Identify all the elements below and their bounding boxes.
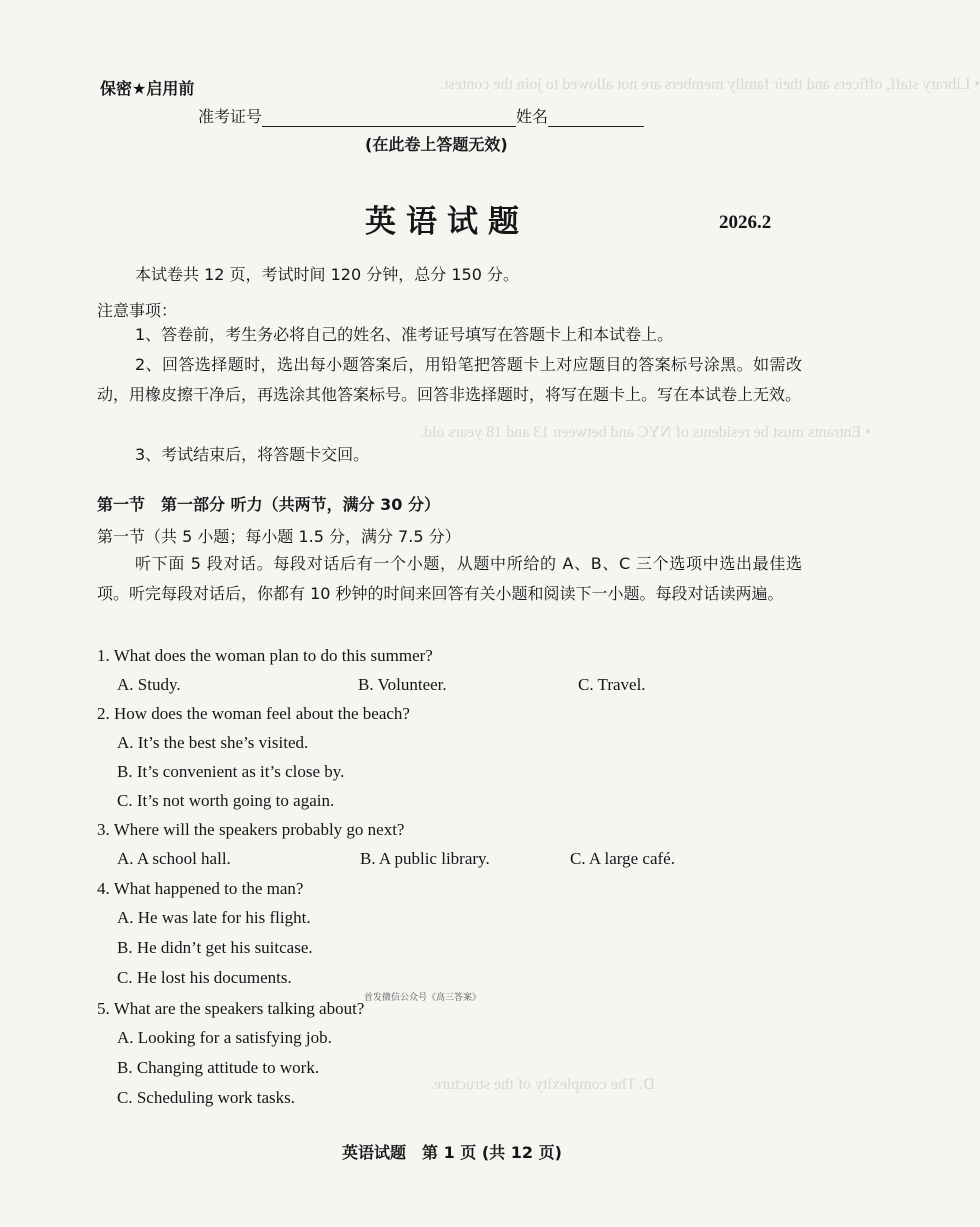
candidate-info-line	[198, 104, 644, 127]
option-b: B. A public library.	[360, 849, 490, 868]
exam-title: 英语试题	[365, 204, 529, 240]
exam-date: 2026.2	[719, 212, 772, 233]
section-heading: 第一节（共 5 小题；每小题 1.5 分，满分 7.5 分）	[97, 527, 461, 546]
option-b: B. It’s convenient as it’s close by.	[117, 762, 345, 781]
name-label: 姓名	[516, 107, 549, 126]
section-instructions: 听下面 5 段对话。每段对话后有一个小题，从题中所给的 A、B、C 三个选项中选出最佳选项。听完每段对话后，你都有 10 秒钟的时间来回答有关小题和阅读下一小题。每段对话读两遍。	[97, 554, 802, 603]
option-b: B. Changing attitude to work.	[117, 1058, 320, 1077]
exam-intro: 本试卷共 12 页，考试时间 120 分钟，总分 150 分。	[135, 265, 519, 284]
exam-id-label: 准考证号	[198, 107, 263, 126]
option-b: B. He didn’t get his suitcase.	[117, 938, 313, 957]
question-stem: 4. What happened to the man?	[97, 879, 304, 898]
option-c: C. Scheduling work tasks.	[117, 1088, 296, 1107]
bleed-through-text: • Library staff, officers and their family members are not allowed to join the contest.	[440, 76, 980, 93]
option-c: C. A large café.	[570, 849, 675, 868]
notice-item: 1、答卷前，考生务必将自己的姓名、准考证号填写在答题卡上和本试卷上。	[135, 325, 674, 344]
question-stem: 1. What does the woman plan to do this summer?	[97, 646, 433, 665]
notice-item: 3、考试结束后，将答题卡交回。	[135, 445, 370, 464]
confidential-label: 保密★启用前	[100, 79, 195, 98]
bleed-through-text: D. The complexity of the structure.	[430, 1076, 655, 1093]
part-heading: 第一节 第一部分 听力（共两节，满分 30 分）	[97, 495, 440, 514]
option-a: A. Looking for a satisfying job.	[117, 1028, 332, 1047]
question-stem: 3. Where will the speakers probably go next?	[97, 820, 405, 839]
question-stem: 5. What are the speakers talking about?	[97, 999, 365, 1018]
page-footer: 英语试题 第 1 页 (共 12 页)	[342, 1143, 562, 1162]
option-a: A. He was late for his flight.	[117, 908, 311, 927]
invalid-note: (在此卷上答题无效)	[365, 135, 508, 154]
option-b: B. Volunteer.	[358, 675, 447, 694]
option-a: A. A school hall.	[117, 849, 231, 868]
watermark-text: 首发微信公众号《高三答案》	[364, 993, 482, 1003]
bleed-through-text: • Entrants must be residents of NYC and between 13 and 18 years old.	[420, 424, 871, 441]
option-a: A. It’s the best she’s visited.	[117, 733, 309, 752]
option-c: C. He lost his documents.	[117, 968, 292, 987]
notice-heading: 注意事项：	[97, 301, 178, 320]
name-field[interactable]	[548, 110, 644, 127]
notice-item: 2、回答选择题时，选出每小题答案后，用铅笔把答题卡上对应题目的答案标号涂黑。如需改动，用橡皮擦干净后，再选涂其他答案标号。回答非选择题时，将写在题卡上。写在本试卷上无效。	[97, 355, 802, 404]
option-c: C. Travel.	[578, 675, 646, 694]
question-stem: 2. How does the woman feel about the beach?	[97, 704, 410, 723]
option-a: A. Study.	[117, 675, 181, 694]
option-c: C. It’s not worth going to again.	[117, 791, 335, 810]
exam-id-field[interactable]	[262, 110, 516, 127]
